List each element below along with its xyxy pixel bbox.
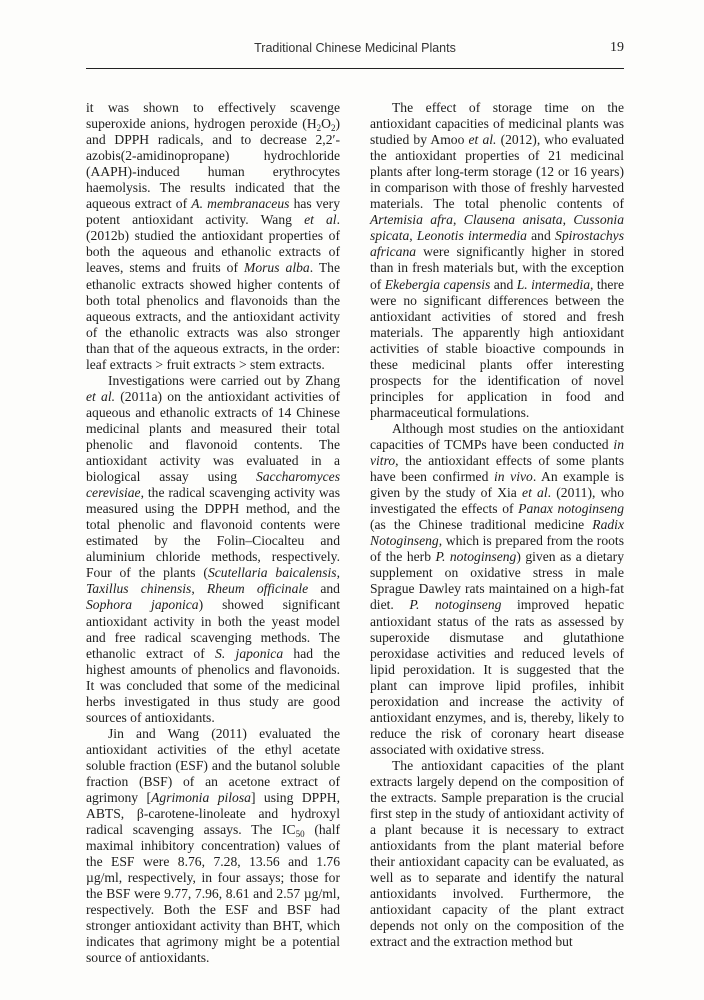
- paragraph: Jin and Wang (2011) evaluated the antioxidant activities of the ethyl acetate soluble fraction (ESF) and the butanol soluble fraction (BSF) of an acetone extract of agrimony [Agrimonia pilosa] using DPPH, ABTS, β-carotene-linoleate and hydroxyl radical scavenging assays. The $IC_{50}$ (half maximal inhibitory concentration) values of the ESF were 8.76, 7.28, 13.56 and 1.76 µg/ml, respectively, in four assays; those for the BSF were 9.77, 7.96, 8.61 and 2.57 µg/ml, respectively. Both the ESF and BSF had stronger antioxidant activity than BHT, which indicates that agrimony might be a potential source of antioxidants.: [86, 725, 341, 966]
- paragraph: it was shown to effectively scavenge superoxide anions, hydrogen peroxide $(H_2O_2)$ and DPPH radicals, and to decrease 2,2′-azobis(2-amidinopropane) hydrochloride (AAPH)-induced human erythrocytes haemolysis. The results indicated that the aqueous extract of A. membranaceus has very potent antioxidant activity. Wang et al. (2012b) studied the antioxidant properties of both the aqueous and ethanolic extracts of leaves, stems and fruits of Morus alba. The ethanolic extracts showed higher contents of both total phenolics and flavonoids than the aqueous extracts, and the antioxidant activity of the ethanolic extracts was also stronger than that of the aqueous extracts, in the order: leaf extracts > fruit extracts > stem extracts.: [86, 100, 340, 372]
- paragraph: Although most studies on the antioxidant capacities of TCMPs have been conducted in vitro, the antioxidant effects of some plants have been confirmed in vivo. An example is given by the study of Xia et al. (2011), who investigated the effects of Panax notoginseng (as the Chinese traditional medicine Radix Notoginseng, which is prepared from the roots of the herb P. notoginseng) given as a dietary supplement on oxidative stress in male Sprague Dawley rats maintained on a high-fat diet. P. notoginseng improved hepatic antioxidant status of the rats as assessed by superoxide dismutase and glutathione peroxidase activities and reduced levels of lipid peroxidation. It is suggested that the plant can improve lipid profiles, inhibit peroxidation and increase the activity of antioxidant enzymes, and is, thereby, likely to reduce the risk of coronary heart disease associated with oxidative stress.: [370, 420, 625, 757]
- page-number: 19: [610, 40, 624, 55]
- paragraph: Investigations were carried out by Zhang et al. (2011a) on the antioxidant activities of aqueous and ethanolic extracts of 14 Chinese medicinal plants and measured their total phenolic and flavonoid contents. The antioxidant activity was evaluated in a biological assay using Saccharomyces cerevisiae, the radical scavenging activity was measured using the DPPH method, and the total phenolic and flavonoid contents were estimated by the Folin–Ciocalteu and aluminium chloride methods, respectively. Four of the plants (Scutellaria baicalensis, Taxillus chinensis, Rheum officinale and Sophora japonica) showed significant antioxidant activity in both the yeast model and free radical scavenging methods. The ethanolic extract of S. japonica had the highest amounts of phenolics and flavonoids. It was concluded that some of the medicinal herbs investigated in thus study are good sources of antioxidants.: [86, 372, 340, 725]
- right-column: [370, 100, 624, 950]
- paragraph: The antioxidant capacities of the plant extracts largely depend on the composition of the extracts. Sample preparation is the crucial first step in the study of antioxidant activity of a plant because it is necessary to extract antioxidants from the plant material before their antioxidant capacity can be evaluated, as well as to separate and identify the natural antioxidants involved. Furthermore, the antioxidant capacity of the plant extract depends not only on the composition of the extract and the extraction method but: [370, 757, 624, 950]
- running-title: Traditional Chinese Medicinal Plants: [254, 41, 456, 55]
- left-column: [86, 100, 340, 967]
- page-header: [86, 38, 624, 69]
- paragraph: The effect of storage time on the antioxidant capacities of medicinal plants was studied by Amoo et al. (2012), who evaluated the antioxidant properties of 21 medicinal plants after long-term storage (12 or 16 years) in comparison with those of freshly harvested materials. The total phenolic contents of Artemisia afra, Clausena anisata, Cussonia spicata, Leonotis intermedia and Spirostachys africana were significantly higher in stored than in fresh materials but, with the exception of Ekebergia capensis and L. intermedia, there were no significant differences between the antioxidant activities of stored and fresh materials. The apparently high antioxidant activities of stable bioactive compounds in these medicinal plants offer interesting prospects for the identification of novel principles for application in food and pharmaceutical formulations.: [370, 100, 625, 420]
